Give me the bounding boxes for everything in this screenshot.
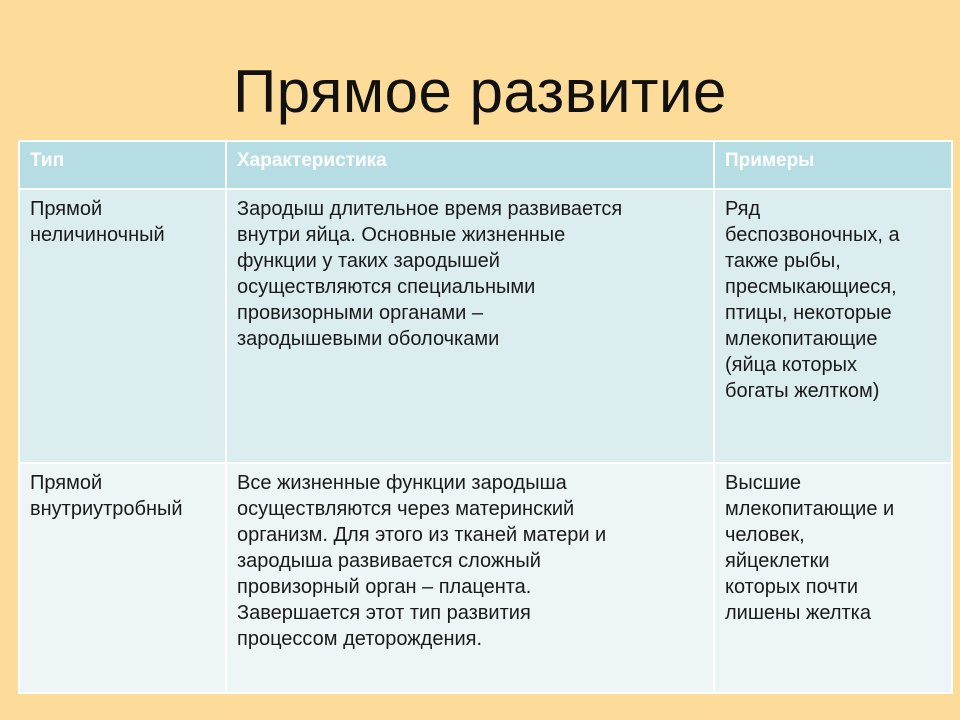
type-line: Прямой <box>30 472 103 494</box>
development-table <box>18 140 953 694</box>
example-line: также рыбы, <box>725 250 841 272</box>
example-line: млекопитающие <box>725 328 878 350</box>
cell-characteristic <box>226 463 714 693</box>
type-line: внутриутробный <box>30 498 183 520</box>
example-line: человек, <box>725 524 805 546</box>
char-line: Все жизненные функции зародыша <box>237 472 567 494</box>
example-line: яйцеклетки <box>725 550 830 572</box>
cell-examples <box>714 189 952 463</box>
example-line: Ряд <box>725 198 761 220</box>
example-line: беспозвоночных, а <box>725 224 900 246</box>
char-line: провизорный орган – плацента. <box>237 576 532 598</box>
cell-type <box>19 189 226 463</box>
slide-title: Прямое развитие <box>233 58 727 125</box>
char-line: зародышевыми оболочками <box>237 328 500 350</box>
table-header-row <box>19 141 952 189</box>
header-characteristic: Характеристика <box>226 141 714 189</box>
table-row <box>19 463 952 693</box>
char-line: внутри яйца. Основные жизненные <box>237 224 566 246</box>
cell-examples <box>714 463 952 693</box>
char-line: Завершается этот тип развития <box>237 602 531 624</box>
cell-type <box>19 463 226 693</box>
example-line: пресмыкающиеся, <box>725 276 897 298</box>
example-line: Высшие <box>725 472 802 494</box>
char-line: процессом деторождения. <box>237 628 483 650</box>
example-line: млекопитающие и <box>725 498 895 520</box>
char-line: функции у таких зародышей <box>237 250 500 272</box>
char-line: осуществляются через материнский <box>237 498 575 520</box>
char-line: зародыша развивается сложный <box>237 550 541 572</box>
example-line: которых почти <box>725 576 859 598</box>
char-line: организм. Для этого из тканей матери и <box>237 524 607 546</box>
header-examples: Примеры <box>714 141 952 189</box>
type-line: неличиночный <box>30 224 165 246</box>
header-type: Тип <box>19 141 226 189</box>
char-line: провизорными органами – <box>237 302 483 324</box>
example-line: лишены желтка <box>725 602 871 624</box>
table-row <box>19 189 952 463</box>
char-line: Зародыш длительное время развивается <box>237 198 623 220</box>
example-line: богаты желтком) <box>725 380 880 402</box>
char-line: осуществляются специальными <box>237 276 536 298</box>
type-line: Прямой <box>30 198 103 220</box>
example-line: птицы, некоторые <box>725 302 892 324</box>
example-line: (яйца которых <box>725 354 858 376</box>
cell-characteristic <box>226 189 714 463</box>
